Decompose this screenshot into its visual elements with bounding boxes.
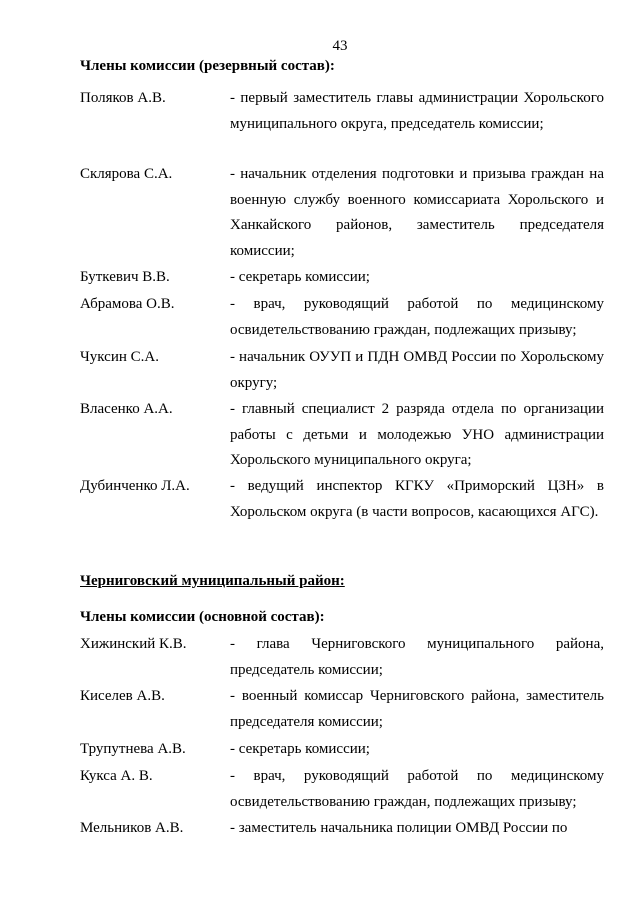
member-role: - первый заместитель главы администрации Хорольского муниципального округа, председатель комиссии; bbox=[230, 90, 604, 132]
member-role: - секретарь комиссии; bbox=[230, 741, 370, 757]
member-name: Власенко А.А. bbox=[80, 401, 173, 417]
member-name: Трупутнева А.В. bbox=[80, 741, 186, 757]
member-name: Склярова С.А. bbox=[80, 166, 173, 182]
member-name: Мельников А.В. bbox=[80, 820, 184, 836]
member-name: Буткевич В.В. bbox=[80, 269, 170, 285]
member-name: Дубинченко Л.А. bbox=[80, 478, 190, 494]
member-name: Чуксин С.А. bbox=[80, 349, 159, 365]
member-name: Поляков А.В. bbox=[80, 90, 166, 106]
member-name: Кукса А. В. bbox=[80, 768, 153, 784]
member-role: - врач, руководящий работой по медицинскому освидетельствованию граждан, подлежащих призыву; bbox=[230, 296, 604, 338]
member-role: - секретарь комиссии; bbox=[230, 269, 370, 285]
page-number: 43 bbox=[332, 38, 348, 54]
member-name: Абрамова О.В. bbox=[80, 296, 175, 312]
member-name: Киселев А.В. bbox=[80, 688, 165, 704]
district-heading: Черниговский муниципальный район: bbox=[80, 573, 345, 589]
member-role: - заместитель начальника полиции ОМВД России по bbox=[230, 820, 568, 836]
member-name: Хижинский К.В. bbox=[80, 636, 187, 652]
member-role: - военный комиссар Черниговского района, заместитель председателя комиссии; bbox=[230, 688, 604, 730]
main-members-heading: Члены комиссии (основной состав): bbox=[80, 609, 325, 625]
member-role: - ведущий инспектор КГКУ «Приморский ЦЗН» в Хорольском округа (в части вопросов, касающихся АГС). bbox=[230, 478, 604, 520]
member-role: - начальник отделения подготовки и призыва граждан на военную службу военного комиссариата Хорольского и Ханкайского районов, заместитель председателя комиссии; bbox=[230, 166, 604, 259]
member-role: - начальник ОУУП и ПДН ОМВД России по Хорольскому округу; bbox=[230, 349, 604, 391]
reserve-members-heading: Члены комиссии (резервный состав): bbox=[80, 58, 335, 74]
member-role: - главный специалист 2 разряда отдела по организации работы с детьми и молодежью УНО администрации Хорольского муниципального округа; bbox=[230, 401, 604, 468]
member-role: - глава Черниговского муниципального района, председатель комиссии; bbox=[230, 636, 604, 678]
member-role: - врач, руководящий работой по медицинскому освидетельствованию граждан, подлежащих призыву; bbox=[230, 768, 604, 810]
